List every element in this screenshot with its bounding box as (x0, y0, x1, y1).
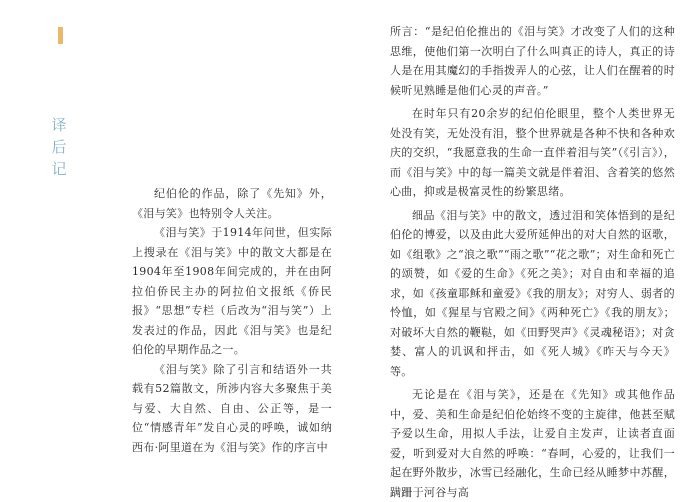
left-text-column (132, 184, 332, 457)
paragraph: 在时年只有20余岁的纪伯伦眼里，整个人类世界无处没有笑，无处没有泪，整个世界就是各种不快和各种欢庆的交织，“我愿意我的生命一直伴着泪与笑”（《引言》），而《泪与笑》中的每一篇美文就是伴着泪、含着笑的悠然心曲，抑或是极富灵性的纷繁思绪。 (390, 107, 675, 198)
chapter-title-char: 译 (51, 116, 67, 134)
chapter-title-vertical (48, 114, 70, 180)
left-page (0, 0, 350, 481)
chapter-title-char: 记 (51, 160, 67, 178)
chapter-title-char: 后 (51, 138, 67, 156)
paragraph: 所言：“是纪伯伦推出的《泪与笑》才改变了人们的这种思维，使他们第一次明白了什么叫真正的诗人，真正的诗人是在用其魔幻的手指拨弄人的心弦，让人们在醒着的时候听见熟睡是他们心灵的声音。” (390, 25, 675, 97)
paragraph: 《泪与笑》于1914年问世，但实际上搜录在《泪与笑》中的散文大都是在1904年至1908年间完成的，并在由阿拉伯侨民主办的阿拉伯文报纸《侨民报》“思想”专栏（后改为“泪与笑”）上发表过的作品，因此《泪与笑》也是纪伯伦的早期作品之一。 (132, 226, 332, 356)
chapter-accent-bar (58, 27, 63, 44)
paragraph: 细品《泪与笑》中的散文，透过泪和笑体悟到的是纪伯伦的博爱，以及由此大爱所延伸出的对大自然的讴歌，如《组歌》之“浪之歌”“雨之歌”“花之歌”；对生命和死亡的颂赞，如《爱的生命》《死之美》；对自由和幸福的追求，如《孩童耶稣和童爱》《我的朋友》；对穷人、弱者的怜恤，如《猩星与官殿之间》《两种死亡》《我的朋友》；对破坏大自然的鞭鞑，如《田野哭声》《灵魂秘语》；对贪婪、富人的讥讽和抨击，如《死人城》《昨天与今天》等。 (390, 208, 675, 378)
right-text-column (390, 22, 675, 502)
paragraph: 纪伯伦的作品，除了《先知》外，《泪与笑》也特别令人关注。 (132, 187, 332, 220)
paragraph: 《泪与笑》除了引言和结语外一共载有52篇散文，所涉内容大多聚焦于美与爱、大自然、自由、公正等，是一位“情感青年”发自心灵的呼唤，诚如纳西布·阿里道在为《泪与笑》作的序言中 (132, 362, 332, 454)
paragraph: 无论是在《泪与笑》，还是在《先知》或其他作品中，爱、美和生命是纪伯伦始终不变的主旋律，他甚至赋予爱以生命，用拟人手法，让爱自主发声，让读者直面爱，听到爱对大自然的呼唤：“春呵，心爱的，让我们一起在野外散步，冰雪已经融化，生命已经从睡梦中苏醒，蹒跚于河谷与高 (390, 388, 675, 499)
right-page (350, 0, 700, 499)
